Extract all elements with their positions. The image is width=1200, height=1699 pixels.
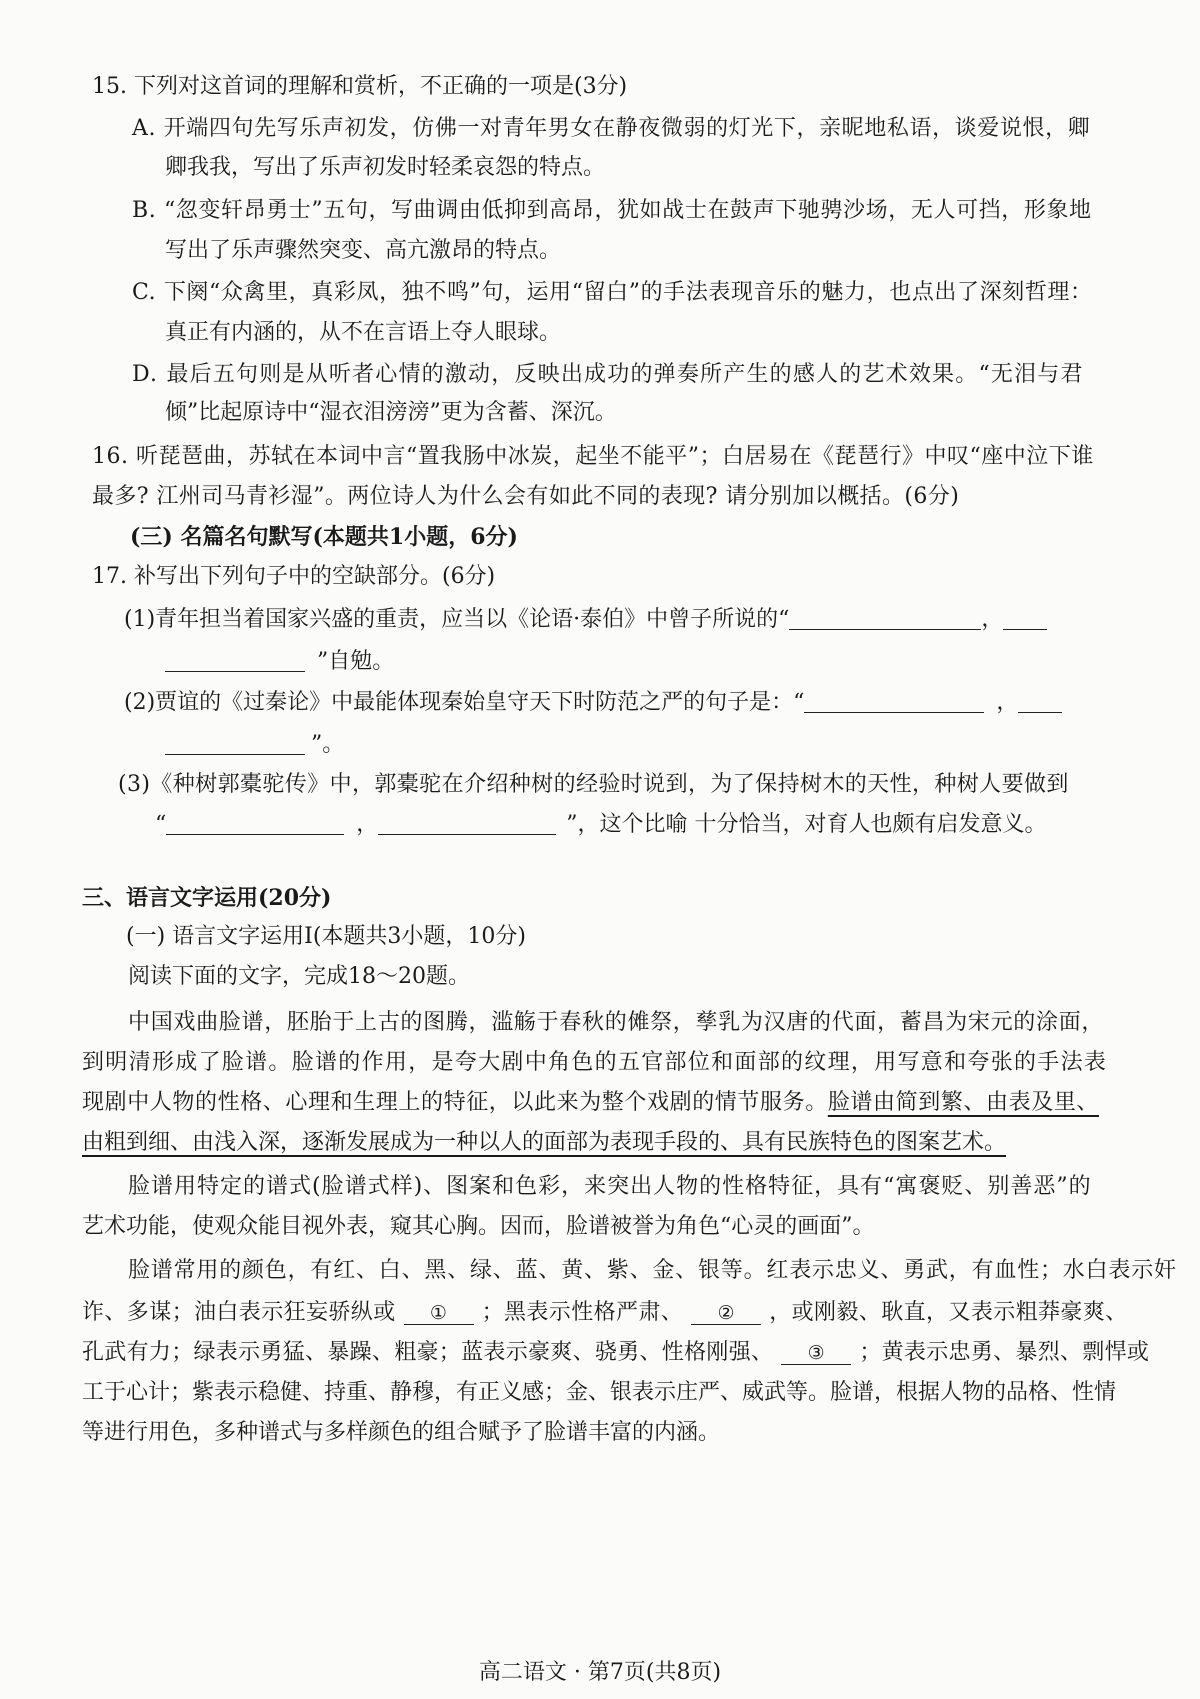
q17-item2-blank-b-end[interactable] (165, 732, 305, 755)
q17-item1-text: (1)青年担当着国家兴盛的重责，应当以《论语·泰伯》中曾子所说的“ (124, 607, 790, 632)
q17-item2-blank-b-start[interactable] (1018, 690, 1062, 713)
q17-stem: 17. 补写出下列句子中的空缺部分。(6分) (92, 564, 496, 589)
q17-item3-line1: (3)《种树郭橐驼传》中，郭橐驼在介绍种树的经验时说到，为了保持树木的天性，种树人要做到 (118, 772, 1069, 797)
page-footer: 高二语文 · 第7页(共8页) (478, 1660, 722, 1685)
passage-p2-line2: 艺术功能，使观众能目视外表，窥其心胸。因而，脸谱被誉为角色“心灵的画面”。 (82, 1214, 875, 1239)
q17-item2-blank-a[interactable] (804, 690, 984, 713)
q17-item1-line2: ”自勉。 (165, 647, 394, 677)
q15-stem: 15. 下列对这首词的理解和赏析，不正确的一项是(3分) (92, 74, 628, 99)
q15-option-d-line2: 倾”比起原诗中“湿衣泪滂滂”更为含蓄、深沉。 (165, 400, 617, 425)
underlined-sentence-end: 由粗到细、由浅入深，逐渐发展成为一种以人的面部为表现手段的、具有民族特色的图案艺术。 (82, 1130, 1007, 1155)
q15-option-a-line2: 卿我我，写出了乐声初发时轻柔哀怨的特点。 (165, 155, 606, 180)
passage-p3-line5: 等进行用色，多种谱式与多样颜色的组合赋予了脸谱丰富的内涵。 (82, 1420, 721, 1445)
q15-option-d-line1: D. 最后五句则是从听者心情的激动，反映出成功的弹奏所产生的感人的艺术效果。“无泪与君 (132, 362, 1084, 387)
passage-blank-2[interactable]: ② (691, 1302, 761, 1325)
q17-item2-text: (2)贾谊的《过秦论》中最能体现秦始皇守天下时防范之严的句子是：“ (124, 690, 805, 715)
passage-p3-line4: 工于心计；紫表示稳健、持重、静穆，有正义感；金、银表示庄严、威武等。脸谱，根据人物的品格、性情 (82, 1380, 1117, 1405)
passage-p3-line2: 诈、多谋；油白表示狂妄骄纵或 ① ；黑表示性格严肃、 ② ，或刚毅、耿直，又表示粗莽豪爽、 (82, 1300, 1128, 1325)
q17-item1-line1: (1)青年担当着国家兴盛的重责，应当以《论语·泰伯》中曾子所说的“ ， (124, 605, 1047, 635)
q17-item3-blank-b[interactable] (378, 812, 556, 835)
q17-item1-blank-b-end[interactable] (165, 649, 305, 672)
part3-instruction: 阅读下面的文字，完成18～20题。 (128, 964, 470, 989)
passage-p1-line3: 现剧中人物的性格、心理和生理上的特征，以此来为整个戏剧的情节服务。脸谱由简到繁、由表及里、 (82, 1090, 1100, 1115)
q15-option-a-line1: A. 开端四句先写乐声初发，仿佛一对青年男女在静夜微弱的灯光下，亲昵地私语，谈爱说恨，卿 (132, 116, 1091, 141)
passage-blank-1[interactable]: ① (404, 1302, 474, 1325)
passage-blank-3[interactable]: ③ (781, 1342, 851, 1365)
q15-option-c-line2: 真正有内涵的，从不在言语上夺人眼球。 (165, 320, 562, 345)
underlined-sentence-start: 脸谱由简到繁、由表及里、 (827, 1090, 1100, 1115)
passage-p3-line3: 孔武有力；绿表示勇猛、暴躁、粗豪；蓝表示豪爽、骁勇、性格刚强、 ③ ；黄表示忠勇、暴烈、剽悍或 (82, 1340, 1150, 1365)
q17-item1-blank-a[interactable] (789, 607, 981, 630)
passage-p1-line1: 中国戏曲脸谱，胚胎于上古的图腾，滥觞于春秋的傩祭，孳乳为汉唐的代面，蓄昌为宋元的涂面， (128, 1010, 1105, 1035)
q17-item3-line2: “ ， ”，这个比喻 十分恰当，对育人也颇有启发意义。 (155, 812, 1047, 837)
q16-line1: 16. 听琵琶曲，苏轼在本词中言“置我肠中冰炭，起坐不能平”；白居易在《琵琶行》中叹“座中泣下谁 (92, 444, 1094, 469)
q15-option-b-line1: B. “忽变轩昂勇士”五句，写曲调由低抑到高昂，犹如战士在鼓声下驰骋沙场，无人可挡，形象地 (132, 198, 1092, 223)
section-heading-famous-quotes: (三) 名篇名句默写(本题共1小题，6分) (130, 524, 518, 550)
part3-heading: 三、语言文字运用(20分) (82, 885, 332, 911)
q16-line2: 最多? 江州司马青衫湿”。两位诗人为什么会有如此不同的表现? 请分别加以概括。(6分) (92, 484, 960, 509)
q17-item2-line2: ”。 (165, 730, 344, 760)
part3-sub-heading: (一) 语言文字运用Ⅰ(本题共3小题，10分) (126, 924, 527, 949)
q17-item1-blank-b-start[interactable] (1003, 607, 1047, 630)
q15-option-c-line1: C. 下阕“众禽里，真彩凤，独不鸣”句，运用“留白”的手法表现音乐的魅力，也点出了深刻哲理： (132, 280, 1093, 305)
q15-option-b-line2: 写出了乐声骤然突变、高亢激昂的特点。 (165, 238, 562, 263)
q17-item3-blank-a[interactable] (166, 812, 344, 835)
q17-item2-line1: (2)贾谊的《过秦论》中最能体现秦始皇守天下时防范之严的句子是：“ ， (124, 688, 1062, 718)
passage-p3-line1: 脸谱常用的颜色，有红、白、黑、绿、蓝、黄、紫、金、银等。红表示忠义、勇武，有血性；水白表示奸 (128, 1258, 1177, 1283)
passage-p2-line1: 脸谱用特定的谱式(脸谱式样)、图案和色彩，来突出人物的性格特征，具有“寓褒贬、别善恶”的 (128, 1174, 1092, 1199)
passage-p1-line2: 到明清形成了脸谱。脸谱的作用，是夸大剧中角色的五官部位和面部的纹理，用写意和夸张的手法表 (82, 1050, 1108, 1075)
